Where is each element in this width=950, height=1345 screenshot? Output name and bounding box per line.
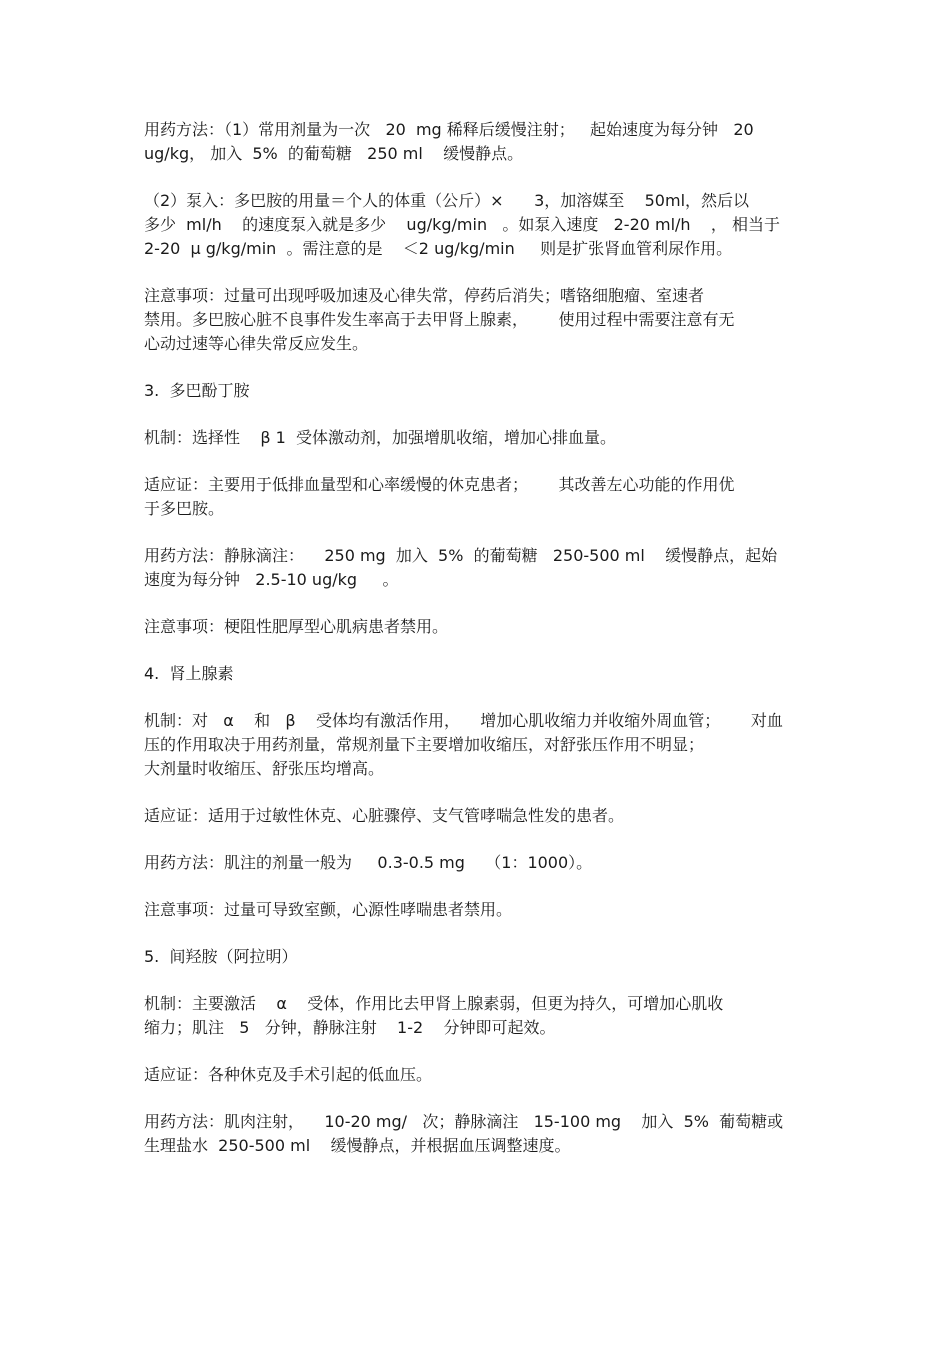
text-line: 注意事项：过量可导致室颤，心源性哮喘患者禁用。 [144, 900, 513, 919]
section-heading [144, 662, 809, 686]
paragraph [144, 284, 809, 356]
paragraph [144, 426, 809, 450]
paragraph [144, 992, 809, 1040]
text-line: 禁用。多巴胺心脏不良事件发生率高于去甲肾上腺素， 使用过程中需要注意有无 [144, 310, 735, 329]
paragraph [144, 851, 809, 875]
text-line: 注意事项：过量可出现呼吸加速及心律失常，停药后消失；嗜铬细胞瘤、室速者 [144, 286, 705, 305]
text-line: 2-20 μ g/kg/min 。需注意的是 ＜2 ug/kg/min 则是扩张肾血管利尿作用。 [144, 239, 733, 258]
text-line: 大剂量时收缩压、舒张压均增高。 [144, 759, 385, 778]
text-line: 用药方法：肌肉注射， 10-20 mg/ 次；静脉滴注 15-100 mg 加入 5% 葡萄糖或 [144, 1112, 784, 1131]
text-line: 机制：主要激活 α 受体，作用比去甲肾上腺素弱，但更为持久，可增加心肌收 [144, 994, 724, 1013]
text-line: 5. 间羟胺（阿拉明） [144, 947, 298, 966]
text-line: 机制：对 α 和 β 受体均有激活作用， 增加心肌收缩力并收缩外周血管； 对血 [144, 711, 783, 730]
section-heading [144, 379, 809, 403]
paragraph [144, 473, 809, 521]
text-line: 适应证：主要用于低排血量型和心率缓慢的休克患者； 其改善左心功能的作用优 [144, 475, 735, 494]
text-line: ug/kg， 加入 5% 的葡萄糖 250 ml 缓慢静点。 [144, 144, 524, 163]
text-line: 适应证：各种休克及手术引起的低血压。 [144, 1065, 433, 1084]
text-line: 机制：选择性 β 1 受体激动剂，加强增肌收缩，增加心排血量。 [144, 428, 616, 447]
paragraph [144, 615, 809, 639]
text-line: 注意事项：梗阻性肥厚型心肌病患者禁用。 [144, 617, 449, 636]
text-line: 用药方法：（1）常用剂量为一次 20 mg 稀释后缓慢注射； 起始速度为每分钟 20 [144, 120, 754, 139]
text-line: 于多巴胺。 [144, 499, 225, 518]
paragraph [144, 804, 809, 828]
text-line: 适应证：适用于过敏性休克、心脏骤停、支气管哮喘急性发的患者。 [144, 806, 625, 825]
text-line: 生理盐水 250-500 ml 缓慢静点，并根据血压调整速度。 [144, 1136, 571, 1155]
text-line: 心动过速等心律失常反应发生。 [144, 334, 369, 353]
paragraph [144, 898, 809, 922]
text-line: 用药方法：静脉滴注： 250 mg 加入 5% 的葡萄糖 250-500 ml 缓慢静点，起始 [144, 546, 778, 565]
paragraph [144, 189, 809, 261]
paragraph [144, 1110, 809, 1158]
paragraph [144, 544, 809, 592]
document-body [144, 118, 809, 1181]
text-line: 3. 多巴酚丁胺 [144, 381, 250, 400]
text-line: 多少 ml/h 的速度泵入就是多少 ug/kg/min 。如泵入速度 2-20 ml/h ， 相当于 [144, 215, 781, 234]
text-line: 压的作用取决于用药剂量，常规剂量下主要增加收缩压，对舒张压作用不明显； [144, 735, 705, 754]
text-line: 速度为每分钟 2.5-10 ug/kg 。 [144, 570, 399, 589]
paragraph [144, 709, 809, 781]
text-line: 缩力；肌注 5 分钟，静脉注射 1-2 分钟即可起效。 [144, 1018, 556, 1037]
text-line: （2）泵入：多巴胺的用量＝个人的体重（公斤）× 3，加溶媒至 50ml，然后以 [144, 191, 750, 210]
text-line: 4. 肾上腺素 [144, 664, 234, 683]
paragraph [144, 118, 809, 166]
section-heading [144, 945, 809, 969]
text-line: 用药方法：肌注的剂量一般为 0.3-0.5 mg （1：1000）。 [144, 853, 593, 872]
paragraph [144, 1063, 809, 1087]
